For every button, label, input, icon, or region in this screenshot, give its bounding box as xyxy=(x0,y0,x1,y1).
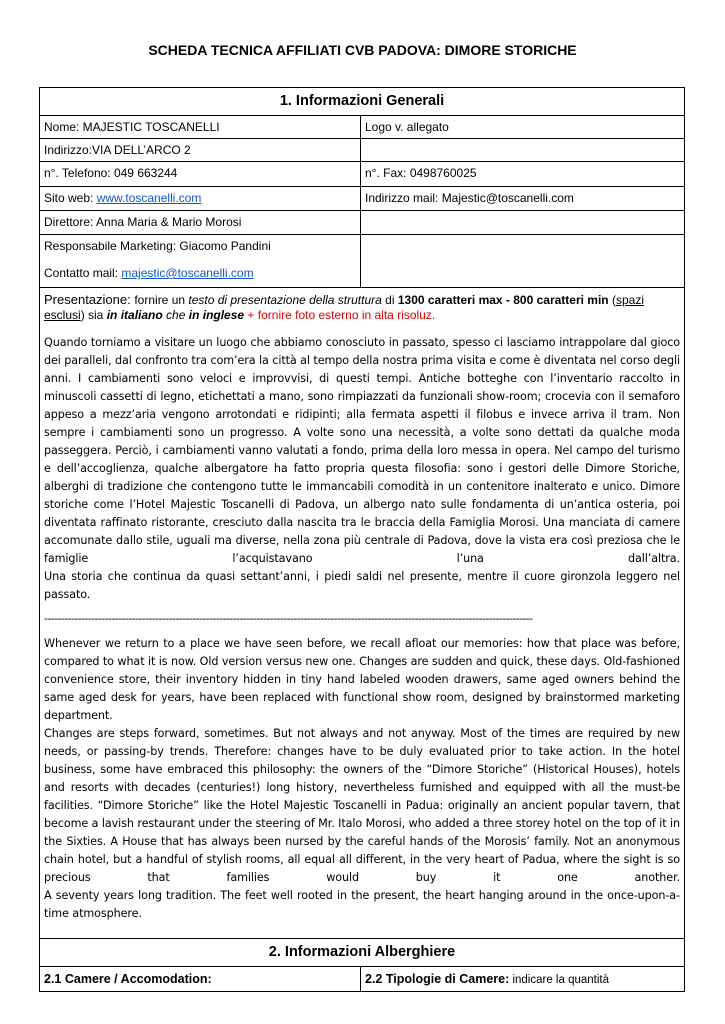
presentation-instructions xyxy=(40,288,684,325)
separator-line: ------------------------------------------------------------------------------------------------------------------------------------------------- xyxy=(44,612,533,625)
email-field: Indirizzo mail: Majestic@toscanelli.com xyxy=(365,191,574,205)
instr-text: ) sia xyxy=(80,308,107,322)
italian-paragraph: Una storia che continua da quasi settant’anni, i piedi saldi nel presente, mentre il cuore gironzola leggero nel passato. xyxy=(44,570,680,601)
row-director xyxy=(40,211,684,235)
english-paragraph: Changes are steps forward, sometimes. But not always and not anyway. Most of the times are required by new needs, or passing-by trends. Therefore: changes have to be duly evaluated prior to take action. In the hotel business, some have embraced this philosophy: the owners of the “Dimore Storiche” (Historical Houses), hotels and resorts with decades (centuries!) long history, nevertheless furnished and equipped with all the must-be facilities. “Dimore Storiche” like the Hotel Majestic Toscanelli in Padua: originally an ancient popular tavern, that become a lavish restaurant under the steering of Mr. Italo Morosi, who added a three storey hotel on the top of it in the Sixties. A House that has always been nursed by the careful hands of the Morosis’ family. Not an anonymous chain hotel, but a handful of stylish rooms, all equal all different, in the very heart of Padua, where the sight is so precious that families would buy it one another. xyxy=(44,727,680,884)
section-hotel-info-title: 2. Informazioni Alberghiere xyxy=(40,938,684,967)
hotel-address: Indirizzo:VIA DELL’ARCO 2 xyxy=(40,139,361,161)
empty-cell xyxy=(361,211,684,234)
rooms-label: 2.1 Camere / Accomodation: xyxy=(40,967,361,991)
hotel-fax: n°. Fax: 0498760025 xyxy=(365,166,477,180)
form-frame xyxy=(39,87,685,992)
room-types-note: indicare la quantità xyxy=(509,974,609,986)
row-marketing xyxy=(40,235,684,288)
instr-text: fornire un xyxy=(134,293,189,307)
marketing-cell xyxy=(40,235,361,287)
hotel-phone: n°. Telefono: 049 663244 xyxy=(40,162,361,186)
row-web-email xyxy=(40,187,684,211)
instr-red-note: + fornire foto esterno in alta risoluz. xyxy=(244,308,436,322)
section-general-info-title: 1. Informazioni Generali xyxy=(40,88,684,116)
empty-cell xyxy=(361,235,684,287)
website-field xyxy=(40,187,361,210)
instr-bold: 1300 caratteri max - 800 caratteri min xyxy=(397,293,609,307)
english-text xyxy=(40,635,684,923)
presentation-label: Presentazione: xyxy=(44,292,135,307)
logo-note: Logo v. allegato xyxy=(365,120,449,134)
spacer xyxy=(40,923,684,938)
website-label: Sito web: xyxy=(44,191,97,205)
instr-text: ( xyxy=(608,293,616,307)
contact-mail-field xyxy=(44,266,254,280)
document-title: SCHEDA TECNICA AFFILIATI CVB PADOVA: DIMORE STORICHE xyxy=(148,42,577,58)
instr-bold-italic: in italiano xyxy=(106,308,163,322)
instr-underline: spazi esclusi xyxy=(44,293,644,322)
instr-text: di xyxy=(381,293,398,307)
row-address xyxy=(40,139,684,162)
instr-bold-italic: in inglese xyxy=(188,308,245,322)
italian-text xyxy=(40,334,684,604)
website-link[interactable]: www.toscanelli.com xyxy=(96,191,202,205)
contact-mail-link[interactable]: majestic@toscanelli.com xyxy=(121,266,254,280)
contact-mail-label: Contatto mail: xyxy=(44,266,122,280)
marketing-manager: Responsabile Marketing: Giacomo Pandini xyxy=(44,239,271,253)
director-field: Direttore: Anna Maria & Mario Morosi xyxy=(40,211,361,234)
english-paragraph: Whenever we return to a place we have seen before, we recall afloat our memories: how that place was before, compared to what it is now. Old version versus new one. Changes are sudden and quick, these days. Old-fashioned convenience store, their inventory hidden in tiny hand labeled wooden drawers, same aged owners behind the same aged desk for years, have been replaced with functional show room, designed by brainstormed marketing department. xyxy=(44,637,680,722)
room-types-label: 2.2 Tipologie di Camere: xyxy=(365,972,510,986)
row-rooms xyxy=(40,967,684,991)
row-name-logo xyxy=(40,116,684,139)
english-paragraph: A seventy years long tradition. The feet well rooted in the present, the heart hanging around in the once-upon-a-time atmosphere. xyxy=(44,889,680,920)
instr-italic: testo di presentazione della struttura xyxy=(188,293,382,307)
italian-paragraph: Quando torniamo a visitare un luogo che abbiamo conosciuto in passato, spesso ci lasciamo intrappolare dal gioco dei paralleli, dal confronto tra com’era la città al tempo della nostra prima visita e come è diventata nel corso degli anni. I cambiamenti sono veloci e improvvisi, di questi tempi. Antiche botteghe con l’inventario raccolto in minuscoli cassetti di legno, etichettati a mano, sono rimpiazzati da funzionali show-room; crocevia con il semaforo appeso a mezz’aria vengono arrotondati e ridipinti; alla fermata aspetti il filobus e invece arriva il tram. Non sempre i cambiamenti sono un progresso. A volte sono una necessità, a volte sono dettati da qualche moda passeggera. Perciò, i cambiamenti vanno valutati a fondo, prima della loro messa in opera. Nel campo del turismo e dell’accoglienza, qualche albergatore ha fatto propria questa filosofia: sono i gestori delle Dimore Storiche, alberghi di tradizione che contengono tutte le immancabili comodità in un contenitore inalterato e unico. Dimore storiche come l’Hotel Majestic Toscanelli di Padova, un albergo nato sulle fondamenta di un’antica osteria, poi diventata raffinato ristorante, cresciuto dalla nascita tra le braccia della Famiglia Morosi. Una manciata di camere accomunate dallo stile, uguali ma diverse, nella zona più centrale di Padova, dove la vista era così preziosa che le famiglie l’acquistavano l’una dall’altra. xyxy=(44,336,680,565)
instr-italic: che xyxy=(162,308,189,322)
room-types-field xyxy=(361,967,684,991)
empty-cell xyxy=(361,139,684,161)
row-phone-fax xyxy=(40,162,684,187)
hotel-name: Nome: MAJESTIC TOSCANELLI xyxy=(40,116,361,138)
